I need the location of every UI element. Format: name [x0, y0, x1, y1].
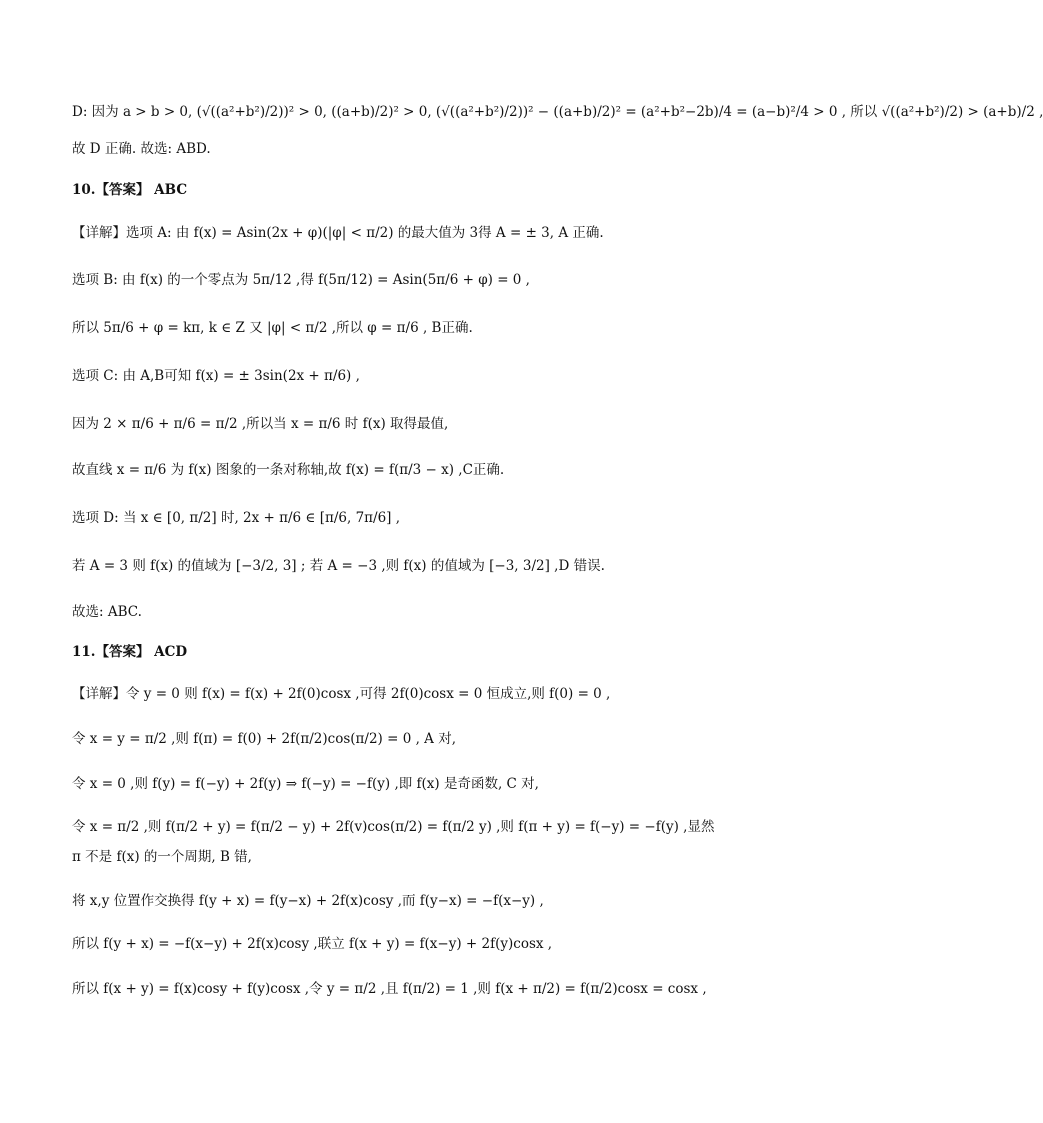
q10-option-c-cont2: 故直线 x = π/6 为 f(x) 图象的一条对称轴,故 f(x) = f(π/3 − x) ,C正确. [72, 462, 505, 478]
q11-detail-1: 【详解】令 y = 0 则 f(x) = f(x) + 2f(0)cosx ,可得 2f(0)cosx = 0 恒成立,则 f(0) = 0 , [72, 686, 611, 702]
q11-detail-2: 令 x = y = π/2 ,则 f(π) = f(0) + 2f(π/2)cos(π/2) = 0 , A 对, [72, 731, 456, 747]
q10-option-c: 选项 C: 由 A,B可知 f(x) = ± 3sin(2x + π/6) , [72, 368, 360, 384]
q11-answer-heading: 11.【答案】 ACD [72, 644, 188, 660]
q11-detail-6: 所以 f(y + x) = −f(x−y) + 2f(x)cosy ,联立 f(x + y) = f(x−y) + 2f(y)cosx , [72, 936, 553, 952]
q10-answer-heading: 10.【答案】 ABC [72, 182, 188, 198]
q10-option-c-cont1: 因为 2 × π/6 + π/6 = π/2 ,所以当 x = π/6 时 f(x) 取得最值, [72, 416, 449, 432]
q10-option-a: 【详解】选项 A: 由 f(x) = Asin(2x + φ)(|φ| < π/2) 的最大值为 3得 A = ± 3, A 正确. [72, 225, 604, 241]
q11-detail-3: 令 x = 0 ,则 f(y) = f(−y) + 2f(y) ⇒ f(−y) = −f(y) ,即 f(x) 是奇函数, C 对, [72, 776, 539, 792]
q10-option-d: 选项 D: 当 x ∈ [0, π/2] 时, 2x + π/6 ∈ [π/6, 7π/6] , [72, 510, 401, 526]
q10-final-choice: 故选: ABC. [72, 604, 142, 620]
q10-option-d-cont: 若 A = 3 则 f(x) 的值域为 [−3/2, 3] ; 若 A = −3 ,则 f(x) 的值域为 [−3, 3/2] ,D 错误. [72, 558, 605, 574]
q10-option-b: 选项 B: 由 f(x) 的一个零点为 5π/12 ,得 f(5π/12) = Asin(5π/6 + φ) = 0 , [72, 272, 530, 288]
q11-detail-5: 将 x,y 位置作交换得 f(y + x) = f(y−x) + 2f(x)cosy ,而 f(y−x) = −f(x−y) , [72, 893, 544, 909]
option-d-derivation: D: 因为 a > b > 0, (√((a²+b²)/2))² > 0, ((a+b)/2)² > 0, (√((a²+b²)/2))² − ((a+b)/2)² = (a²+b²−2b)/4 = (a−b)²/4 > 0 , 所以 √((a²+b²)/2) > (a+b)/2 , [72, 104, 1043, 120]
option-d-conclusion: 故 D 正确. 故选: ABD. [72, 141, 211, 157]
q11-detail-7: 所以 f(x + y) = f(x)cosy + f(y)cosx ,令 y = π/2 ,且 f(π/2) = 1 ,则 f(x + π/2) = f(π/2)cosx = cosx , [72, 981, 707, 997]
q11-detail-4: 令 x = π/2 ,则 f(π/2 + y) = f(π/2 − y) + 2f(v)cos(π/2) = f(π/2 y) ,则 f(π + y) = f(−y) = −f(y) ,显然 π 不是 f(x) 的一个周期, B 错, [72, 819, 715, 865]
q10-option-b-cont: 所以 5π/6 + φ = kπ, k ∈ Z 又 |φ| < π/2 ,所以 φ = π/6 , B正确. [72, 320, 473, 336]
